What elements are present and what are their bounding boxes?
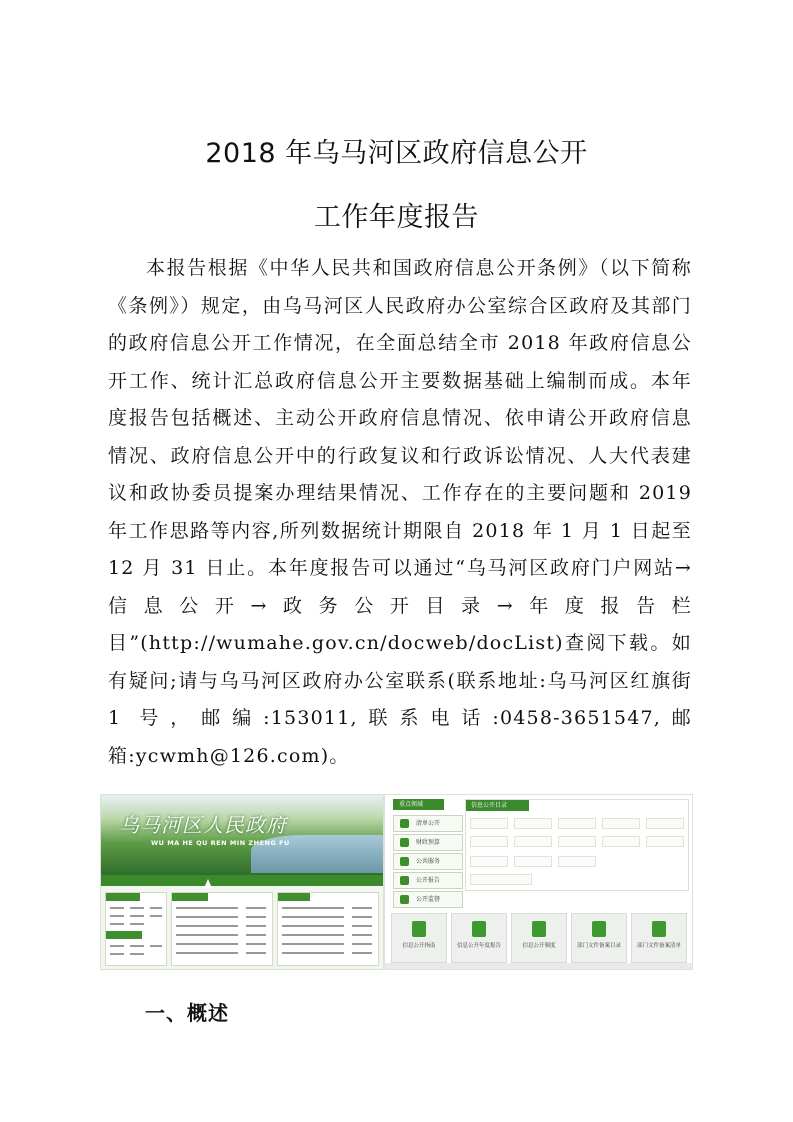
portal-logo-text: 乌马河区人民政府 bbox=[119, 813, 287, 837]
money-icon bbox=[400, 838, 409, 847]
list-icon bbox=[652, 921, 666, 937]
column-header bbox=[278, 893, 310, 901]
directory-heading: 信息公开目录 bbox=[466, 800, 529, 811]
guide-icon bbox=[412, 921, 426, 937]
column-header bbox=[106, 893, 140, 901]
document-title-line2: 工作年度报告 bbox=[314, 202, 479, 233]
sidebar-heading: 重点领域 bbox=[393, 799, 444, 810]
service-icon bbox=[400, 857, 409, 866]
directory-panel bbox=[465, 799, 689, 891]
supervision-icon bbox=[400, 895, 409, 904]
portal-banner bbox=[101, 795, 383, 875]
tile-disclosure-guide[interactable]: 信息公开指南 bbox=[391, 913, 447, 963]
tile-annual-report[interactable]: 信息公开年度报告 bbox=[451, 913, 507, 963]
column-header bbox=[106, 931, 142, 939]
portal-activity-column bbox=[277, 892, 379, 966]
cursor-icon bbox=[204, 879, 212, 888]
focus-area-sidebar bbox=[393, 799, 461, 903]
tile-filing-catalog[interactable]: 部门文件备案目录 bbox=[571, 913, 627, 963]
report-icon bbox=[400, 876, 409, 885]
column-header bbox=[172, 893, 208, 901]
intro-paragraph bbox=[108, 250, 692, 775]
report-icon bbox=[472, 921, 486, 937]
rules-icon bbox=[532, 921, 546, 937]
intro-paragraph-text: 本报告根据《中华人民共和国政府信息公开条例》（以下简称《条例》）规定，由乌马河区人民政府办公室综合区政府及其部门的政府信息公开工作情况，在全面总结全市 2018 年政府信息公开工作、统计汇总政府信息公开主要数据基础上编制而成。本年度报告包括概述、主动公开政府信息情况、依申请公开政府信息情况、政府信息公开中的行政复议和行政诉讼情况、人大代表建议和政协委员提案办理结果情况、工作存在的主要问题和 2019 年工作思路等内容,所列数据统计期限自 2018 年 1 月 1 日起至 12 月 31 日止。本年度报告可以通过“乌马河区政府门户网站→信息公开→政务公开目录→年度报告栏目”(http://wumahe.gov.cn/docweb/docList)查阅下载。如有疑问;请与乌马河区政府办公室联系(联系地址:乌马河区红旗街 1 号，邮编:153011,联系电话:0458-3651547,邮箱:ycwmh@126.com)。 bbox=[108, 257, 692, 767]
tile-filing-list[interactable]: 部门文件备案清单 bbox=[631, 913, 687, 963]
tile-disclosure-rules[interactable]: 信息公开制度 bbox=[511, 913, 567, 963]
sidebar-item[interactable]: 公开监督 bbox=[393, 891, 463, 908]
portal-left-column bbox=[105, 892, 167, 966]
portal-news-column bbox=[171, 892, 273, 966]
sidebar-item[interactable]: 清单公开 bbox=[393, 815, 463, 832]
section-heading: 一、概述 bbox=[145, 1001, 229, 1025]
catalog-icon bbox=[592, 921, 606, 937]
sidebar-item[interactable]: 公共服务 bbox=[393, 853, 463, 870]
document-title-line1: 2018 年乌马河区政府信息公开 bbox=[205, 138, 588, 169]
sidebar-item[interactable]: 财政预算 bbox=[393, 834, 463, 851]
portal-homepage-screenshot bbox=[100, 794, 384, 970]
list-icon bbox=[400, 819, 409, 828]
disclosure-directory-screenshot bbox=[384, 794, 693, 970]
page-footer-strip bbox=[385, 963, 692, 969]
portal-logo-pinyin: WU MA HE QU REN MIN ZHENG FU bbox=[151, 839, 290, 847]
portal-navbar bbox=[101, 875, 383, 886]
sidebar-item[interactable]: 公开报告 bbox=[393, 872, 463, 889]
